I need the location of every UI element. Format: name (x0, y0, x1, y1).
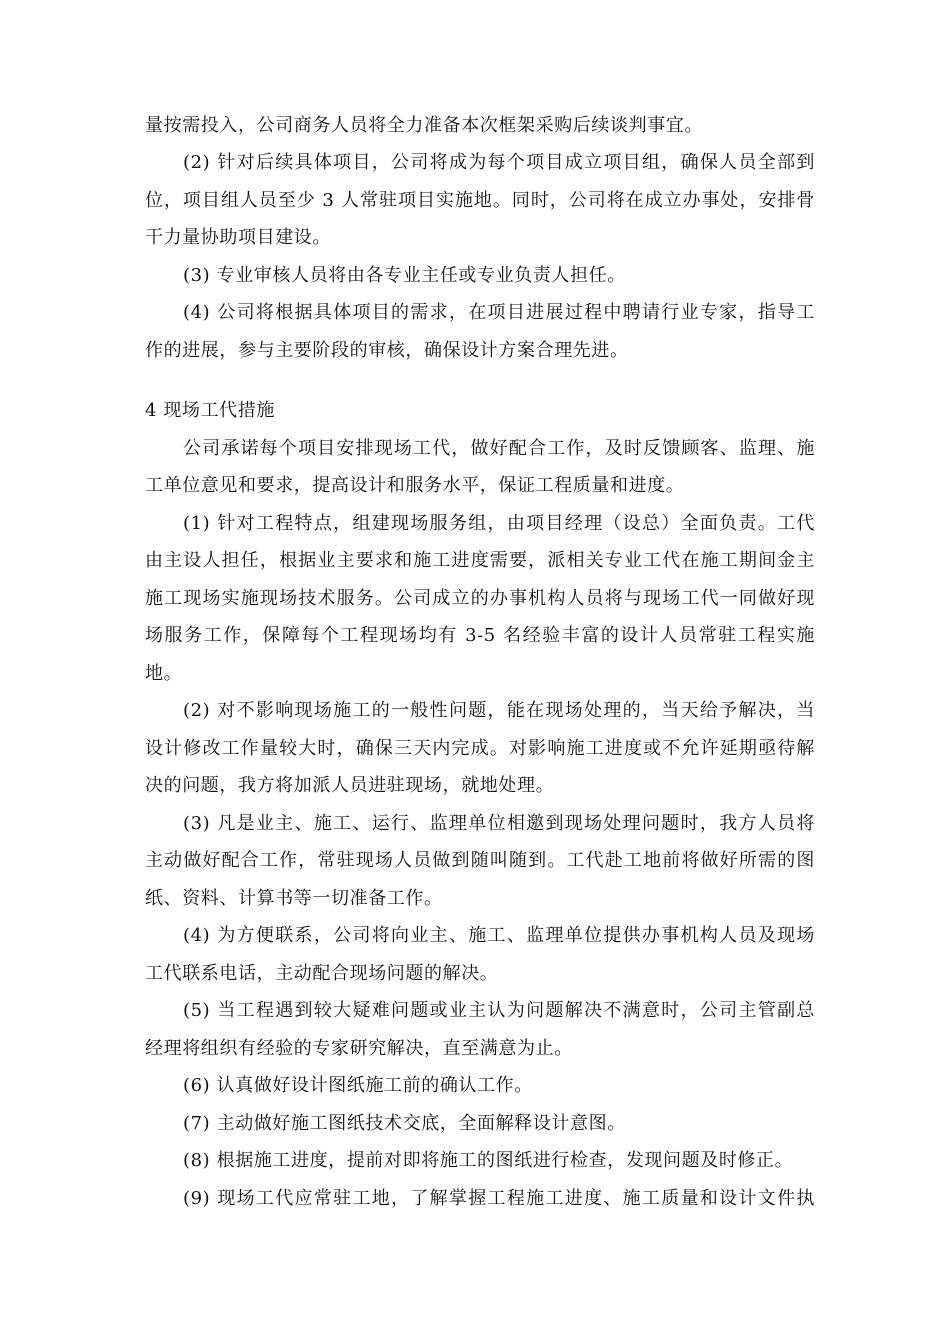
measure-6-line1: (6) 认真做好设计图纸施工前的确认工作。 (183, 1075, 533, 1096)
measure-5-line2: 经理将组织有经验的专家研究解决，直至满意为止。 (145, 1038, 573, 1059)
list-item-4-line2: 作的进展，参与主要阶段的审核，确保设计方案合理先进。 (145, 340, 629, 361)
measure-4-line2: 工代联系电话，主动配合现场问题的解决。 (145, 963, 499, 984)
measure-1-line1: (1) 针对工程特点，组建现场服务组，由项目经理（设总）全面负责。工代 (183, 513, 815, 534)
list-item-4-line1: (4) 公司将根据具体项目的需求，在项目进展过程中聘请行业专家，指导工 (183, 302, 815, 323)
measure-3-line1: (3) 凡是业主、施工、运行、监理单位相邀到现场处理问题时，我方人员将 (183, 813, 815, 834)
measure-5-line1: (5) 当工程遇到较大疑难问题或业主认为问题解决不满意时，公司主管副总 (183, 1000, 815, 1021)
list-item-2-line3: 干力量协助项目建设。 (145, 227, 331, 248)
list-item-3-line1: (3) 专业审核人员将由各专业主任或专业负责人担任。 (183, 265, 626, 286)
measure-4-line1: (4) 为方便联系，公司将向业主、施工、监理单位提供办事机构人员及现场 (183, 925, 815, 946)
list-item-2-line1: (2) 针对后续具体项目，公司将成为每个项目成立项目组，确保人员全部到 (183, 152, 815, 173)
measure-2-line2: 设计修改工作量较大时，确保三天内完成。对影响施工进度或不允许延期亟待解 (145, 738, 815, 759)
section-intro-line1: 公司承诺每个项目安排现场工代，做好配合工作，及时反馈顾客、监理、施 (183, 438, 815, 459)
measure-9-line1: (9) 现场工代应常驻工地，了解掌握工程施工进度、施工质量和设计文件执 (183, 1188, 815, 1209)
measure-8-line1: (8) 根据施工进度，提前对即将施工的图纸进行检查，发现问题及时修正。 (183, 1150, 794, 1171)
measure-7-line1: (7) 主动做好施工图纸技术交底，全面解释设计意图。 (183, 1113, 626, 1134)
list-item-2-line2: 位，项目组人员至少 3 人常驻项目实施地。同时，公司将在成立办事处，安排骨 (145, 190, 815, 211)
section-intro-line2: 工单位意见和要求，提高设计和服务水平，保证工程质量和进度。 (145, 475, 685, 496)
measure-3-line2: 主动做好配合工作，常驻现场人员做到随叫随到。工代赴工地前将做好所需的图 (145, 850, 815, 871)
paragraph-line: 量按需投入，公司商务人员将全力准备本次框架采购后续谈判事宜。 (145, 115, 703, 136)
measure-1-line5: 地。 (145, 663, 183, 684)
measure-1-line2: 由主设人担任，根据业主要求和施工进度需要，派相关专业工代在施工期间金主 (145, 550, 815, 571)
measure-1-line4: 场服务工作，保障每个工程现场均有 3-5 名经验丰富的设计人员常驻工程实施 (145, 625, 815, 646)
measure-1-line3: 施工现场实施现场技术服务。公司成立的办事机构人员将与现场工代一同做好现 (145, 588, 815, 609)
measure-2-line3: 决的问题，我方将加派人员进驻现场，就地处理。 (145, 775, 555, 796)
section-heading: 4 现场工代措施 (145, 400, 275, 421)
measure-3-line3: 纸、资料、计算书等一切准备工作。 (145, 888, 443, 909)
measure-2-line1: (2) 对不影响现场施工的一般性问题，能在现场处理的，当天给予解决，当 (183, 700, 815, 721)
